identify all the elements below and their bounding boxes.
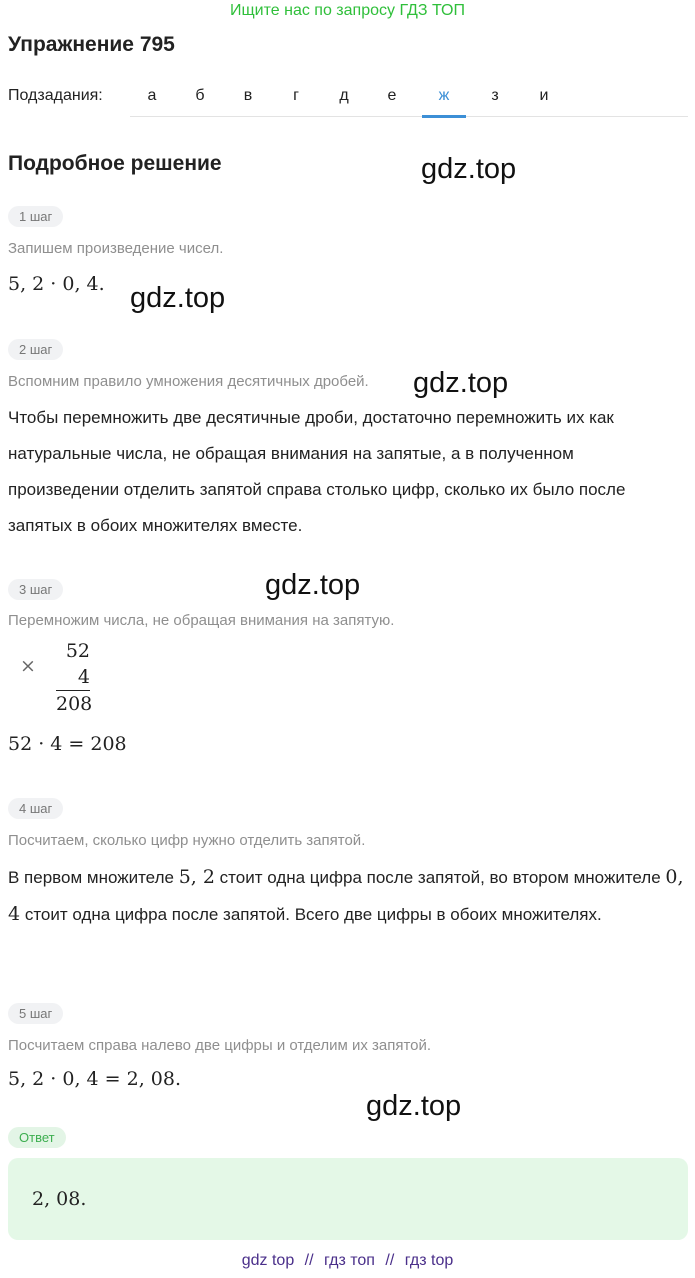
step-hint: Перемножим числа, не обращая внимания на запятую. xyxy=(8,612,395,629)
tab-z[interactable]: з xyxy=(491,87,499,104)
step-math: 52 · 4 = 208 xyxy=(8,733,127,755)
step-text: Чтобы перемножить две десятичные дроби, достаточно перемножить их как натуральные числа, не обращая внимания на запятые, а в полученном произведении отделить запятой справа столько цифр, сколько их было после запятых в обоих множителях вместе. xyxy=(8,408,626,535)
subtasks-label: Подзадания: xyxy=(8,87,103,104)
footer-link[interactable]: гдз top xyxy=(404,1252,454,1269)
product: 208 xyxy=(56,690,90,717)
tab-b[interactable]: б xyxy=(195,87,205,104)
watermark: gdz.top xyxy=(366,1090,462,1122)
inline-math: 5, 2 xyxy=(178,866,215,888)
solution-heading: Подробное решение xyxy=(8,152,222,175)
watermark: gdz.top xyxy=(421,153,517,185)
footer-link[interactable]: gdz top xyxy=(241,1252,295,1269)
tab-a[interactable]: а xyxy=(147,87,157,104)
step-badge: 3 шаг xyxy=(8,579,63,600)
text-part: стоит одна цифра после запятой, во втором множителе xyxy=(214,868,666,887)
step-badge: 5 шаг xyxy=(8,1003,63,1024)
step-hint: Посчитаем, сколько цифр нужно отделить запятой. xyxy=(8,832,366,849)
multiplier: 4 xyxy=(77,666,90,688)
footer-link[interactable]: гдз топ xyxy=(324,1252,375,1269)
step-badge: 1 шаг xyxy=(8,206,63,227)
step-badge: 2 шаг xyxy=(8,339,63,360)
footer-links xyxy=(0,1252,695,1270)
step-math: 5, 2 · 0, 4 = 2, 08. xyxy=(8,1068,182,1090)
text-part: В первом множителе xyxy=(8,868,179,887)
tab-e[interactable]: е xyxy=(387,87,397,104)
step-hint: Посчитаем справа налево две цифры и отделим их запятой. xyxy=(8,1037,432,1054)
footer-separator: // xyxy=(385,1252,395,1269)
watermark: gdz.top xyxy=(265,569,361,601)
column-multiplication xyxy=(56,638,93,717)
answer-badge: Ответ xyxy=(8,1127,66,1148)
tab-zh[interactable]: ж xyxy=(422,87,466,118)
answer-value: 2, 08. xyxy=(32,1188,87,1210)
step-text xyxy=(8,859,688,933)
tab-v[interactable]: в xyxy=(243,87,253,104)
tab-d[interactable]: д xyxy=(339,87,349,104)
watermark: gdz.top xyxy=(413,367,509,399)
page-title: Упражнение 795 xyxy=(8,33,175,56)
watermark: gdz.top xyxy=(130,282,226,314)
step-hint: Вспомним правило умножения десятичных дробей. xyxy=(8,373,369,390)
multiplicand: 52 xyxy=(65,640,90,662)
tab-i[interactable]: и xyxy=(539,87,549,104)
text-part: стоит одна цифра после запятой. Всего две цифры в обоих множителях. xyxy=(20,905,602,924)
multiply-sign: × xyxy=(20,655,36,677)
subtasks-tabs xyxy=(130,80,688,117)
footer-separator: // xyxy=(304,1252,314,1269)
inline-math: 0, 4 xyxy=(8,866,684,925)
tab-g[interactable]: г xyxy=(293,87,299,104)
answer-box xyxy=(8,1158,688,1240)
step-math: 5, 2 · 0, 4. xyxy=(8,273,105,295)
promo-banner[interactable]: Ищите нас по запросу ГДЗ ТОП xyxy=(230,2,465,19)
step-badge: 4 шаг xyxy=(8,798,63,819)
step-hint: Запишем произведение чисел. xyxy=(8,240,224,257)
